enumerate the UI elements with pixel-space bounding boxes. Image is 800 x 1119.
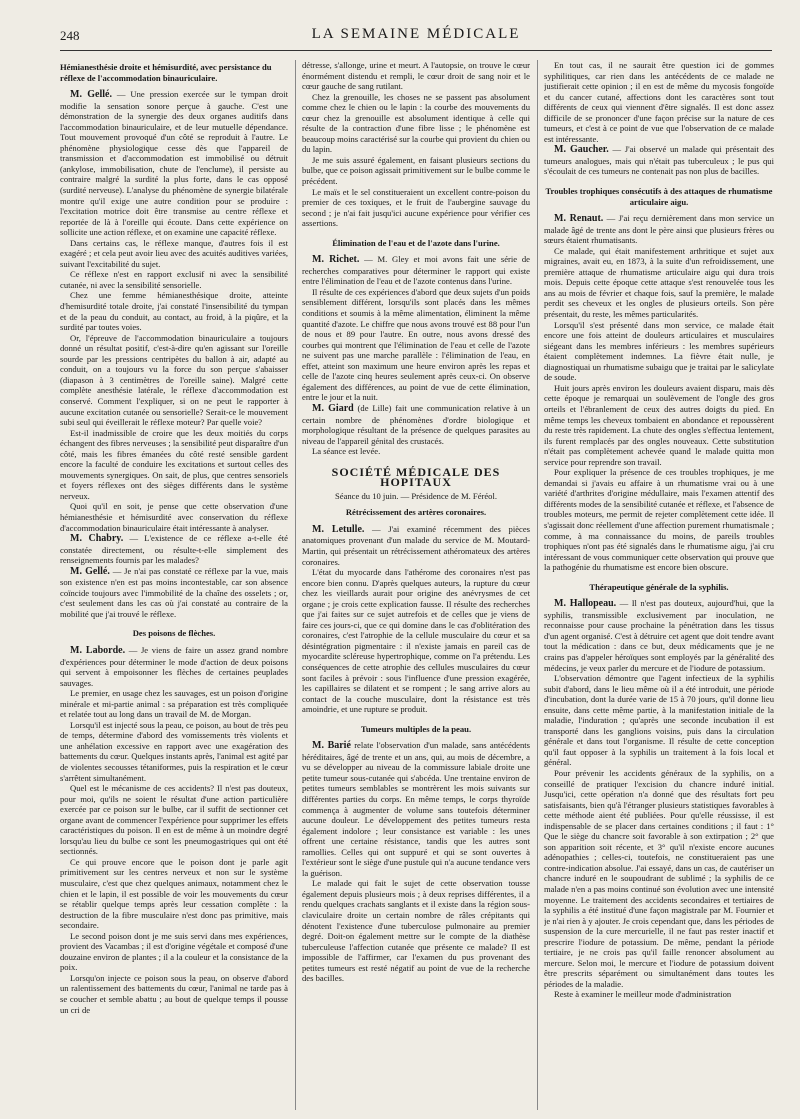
section-heading: Troubles trophiques consécutifs à des attaques de rhumatisme articulaire aigu. (545, 186, 773, 207)
speaker-name: M. Barié (312, 740, 351, 752)
paragraph: Ce qui prouve encore que le poison dont je parle agit primitivement sur les centres nerveux et non sur le système musculaire, c'est que chez quelques animaux, notamment chez le chien et le lapin, il est possible de voir les mouvements du cœur se rétablir quelque temps après leur cessation complète : la destruction de la fibre musculaire n'est donc pas primitive, mais secondaire. (60, 856, 288, 931)
paragraph (60, 645, 288, 688)
speaker-name: M. Hallopeau. (554, 598, 617, 610)
column-3 (544, 60, 774, 1110)
speaker-name: M. Gellé. (70, 565, 110, 577)
paragraph: Quel est le mécanisme de ces accidents? Il n'est pas douteux, pour moi, qu'ils ne soient le résultat d'une action particulière exercée par ce poison sur le bulbe, car il suffit de sectionner cet organe avant de commencer l'expérience pour supprimer les effets caractéristiques du poison. Il en est de même à un moindre degré lorsqu'au lieu du bulbe ce sont les pneumogastriques qui ont été sectionnés. (60, 783, 288, 857)
paragraph: Pour prévenir les accidents généraux de la syphilis, on a conseillé de pratiquer l'excision du chancre induré initial. Jusqu'ici, cette opération n'a donné que des résultats fort peu satisfaisants, bien qu'à l'étranger plusieurs statistiques favorables à cette méthode aient été publiées. Pour qu'elle réussisse, il est indispensable de se placer dans certaines conditions ; il faut : 1° Que le siège du chancre soit favorable à son extirpation ; 2° que son apparition soit récente, et 3° qu'il n'existe encore aucunes adénopathies ; celles-ci, toutefois, ne constitueraient pas une contre-indication absolue. J'ai essayé, dans un cas, de cautériser un chancre induré en le soupoudrant de sublimé ; la syphilis de ce malade n'en a pas moins continué son évolution avec une intensité moyenne. Le traitement des accidents secondaires et tertiaires de la syphilis a été institué d'une façon magistrale par M. Fournier et je n'ai rien à y ajouter. Je crois cependant que, dans les périodes de suspension de la cure mercurielle, il ne faut pas rester inactif et prescrire l'iodure de potassium. De même, pendant la période tertiaire, je ne crois pas qu'il faille renoncer absolument au mercure. Selon moi, le mercure et l'iodure de potassium doivent être prescrits séparément ou simultanément dans toutes les périodes de la maladie. (544, 768, 774, 989)
column-2 (302, 60, 530, 1110)
speaker-name: M. Renaut. (554, 213, 604, 225)
paragraph: Je me suis assuré également, en faisant plusieurs sections du bulbe, que ce poison agissait primitivement sur le bulbe comme le précédent. (302, 154, 530, 187)
paragraph: Chez une femme hémianesthésique droite, atteinte d'hemisurdité totale droite, j'ai constaté l'insensibilité du tympan et de la peau du conduit, au contact, au froid, à la piqûre, et la surdité par toutes voies. (60, 290, 288, 333)
section-heading: Des poisons de flèches. (132, 628, 216, 639)
speaker-name: M. Chabry. (70, 533, 124, 545)
paragraph: En tout cas, il ne saurait être question ici de gommes syphilitiques, car rien dans les antécédents de ce malade ne justifierait cette opinion ; il en est de même du mycosis fongoïde et du cancer cutané, affections dont les caractères sont tout différents de ceux qui viennent d'être signalés. Il est donc assez difficile de se prononcer d'une façon précise sur la nature de ces tumeurs, et c'est à ce point de vue que l'observation de ce malade est intéressante. (544, 60, 774, 144)
page-header (60, 26, 772, 51)
paragraph: Dans certains cas, le réflexe manque, d'autres fois il est exagéré ; et cela peut avoir lieu avec des acuités auditives variées, suivant l'excitabilité du sujet. (60, 237, 288, 269)
paragraph (302, 524, 530, 567)
column-rule (295, 60, 296, 1110)
paragraph: Chez la grenouille, les choses ne se passent pas absolument comme chez le chien ou le lapin : la courbe des mouvements du cœur chez la grenouille est absolument identique à celle qui résulte de la contraction d'une fibre lisse ; le phénomène est beaucoup moins caractérisé sur la courbe qui provient du chien ou du lapin. (302, 91, 530, 155)
speaker-name: M. Letulle. (312, 523, 365, 535)
paragraph: Lorsqu'il s'est présenté dans mon service, ce malade était encore une fois atteint de douleurs articulaires et musculaires siégeant dans les membres inférieurs : les membres supérieurs étaient complètement indemnes. La fièvre était nulle, je diagnostiquai un rhumatisme subaigu que je traitai par le salicylate de soude. (544, 319, 774, 383)
paragraph: Ce réflexe n'est en rapport exclusif ni avec la sensibilité cutanée, ni avec la sensibilité sensorielle. (60, 269, 288, 290)
paragraph: Or, l'épreuve de l'accommodation binauriculaire a toujours donné un résultat positif, c'est-à-dire qu'en agissant sur l'oreille sourde par les pressions centripètes du ballon à air, adapté au conduit, on a toujours vu la force du son perçue s'abaisser (diapason à 3 centimètres de l'oreille saine). Malgré cette complète anesthésie latérale, le réflexe d'accommodation est conservé. Comment l'expliquer, si on ne peut le rapporter à aucune excitation cutanée ou sensorielle? Serait-ce le mouvement subi seul qui éveillerait le réflexe moteur? Par quelle voie? (60, 332, 288, 428)
section-heading: Tumeurs multiples de la peau. (360, 723, 472, 734)
paragraph (60, 566, 288, 620)
paragraph: Le malade qui fait le sujet de cette observation tousse également depuis plusieurs mois ; à deux reprises différentes, il a rendu quelques crachats sanglants et il existe dans la région sous-claviculaire droite un certain nombre de râles crépitants qui dénotent l'existence d'une tuberculose pulmonaire au premier degré. Doit-on également mettre sur le compte de la diathèse tuberculeuse l'affection cutanée que présente ce malade? Il est impossible de l'affirmer, car l'examen du pus provenant des petites tumeurs est resté négatif au point de vue de la recherche des bacilles. (302, 878, 530, 984)
paragraph (60, 89, 288, 238)
paragraph-text: — Il n'est pas douteux, aujourd'hui, que la syphilis, transmissible exclusivement par inoculation, ne reconnaisse pour cause prochaine la pénétration dans les tissus d'un agent organisé. C'est à détruire cet agent que doit tendre avant tout la médication : dans ce but, deux médicaments que je ne crains pas d'appeler héroïques sont employés par la généralité des médecins, je veux parler du mercure et de l'iodure de potassium. (544, 598, 774, 673)
paragraph (302, 403, 530, 446)
paragraph-text: — M. Gley et moi avons fait une série de recherches comparatives pour déterminer le rapport qui existe entre l'élimination de l'eau et de l'azote contenus dans l'urine. (302, 254, 530, 287)
paragraph-text: relate l'observation d'un malade, sans antécédents héréditaires, âgé de trente et un ans, qui, au mois de décembre, a vu se développer au niveau de la commissure labiale droite une petite tumeur sous-cutanée qui s'abcéda. Une trentaine environ de petites tumeurs semblables se montrèrent les mois suivants sur différentes parties du corps. En même temps, le corps thyroïde commença à augmenter de volume sans toutefois déterminer aucune douleur. Le développement des petites tumeurs resta également indolore ; leur consistance est variable : les unes offrent une certaine résistance, tandis que les autres sont ramollies. Celles qui ont suppuré et qui se sont ouvertes à l'extérieur sont le siège d'une pustule qui n'a aucune tendance vers la guérison. (302, 740, 530, 878)
section-heading: Rétrécissement des artères coronaires. (345, 507, 487, 518)
paragraph-text: — J'ai observé un malade qui présentait des tumeurs analogues, mais qui n'était pas tuberculeux ; le pus qui s'écoulait de ces tumeurs ne contenait pas non plus de bacilles. (544, 144, 774, 177)
paragraph: Pour expliquer la présence de ces troubles trophiques, je me demandai si j'avais eu affaire à un rhumatisme vrai ou à une variété d'arthrites d'origine médullaire, mais l'examen attentif des différents modes de la sensibilité cutanée et réflexe, et l'absence de troubles moteurs, me permit de rejeter complètement cette idée. Il s'agissait donc réellement d'une affection purement rhumatismale ; comme, à ma connaissance du moins, de pareils troubles trophiques n'ont pas été signalés dans le rhumatisme aigu, j'ai cru intéressant de vous communiquer cette observation qui prouve que la pathogénie du rhumatisme est encore bien obscure. (544, 467, 774, 573)
paragraph: Le second poison dont je me suis servi dans mes expériences, provient des Vacambas ; il est d'origine végétale et composé d'une douzaine environ de plantes ; il a la couleur et la consistance de la poix. (60, 930, 288, 973)
paragraph: Le maïs et le sel constitueraient un excellent contre-poison du premier de ces toxiques, et le fruit de l'aubergine sauvage du second ; je n'ai fait jusqu'ici aucune expérience pour vérifier ces assertions. (302, 186, 530, 229)
paragraph (302, 254, 530, 287)
paragraph: Reste à examiner le meilleur mode d'administration (554, 989, 732, 1000)
speaker-name: M. Richet. (312, 254, 360, 266)
paragraph: Huit jours après environ les douleurs avaient disparu, mais dès cette époque je remarquai un soulèvement de l'ongle des gros orteils et l'ébranlement de ceux des autres doigts du pied. En même temps les cheveux tombaient en abondance et repoussèrent du reste très rapidement. La chute des ongles s'effectua lentement, ils furent remplacés par des ongles nouveaux. Cette substitution n'était pas complètement achevée quand le malade quitta mon service pour reprendre son travail. (544, 382, 774, 467)
speaker-name: M. Laborde. (70, 644, 126, 656)
paragraph: Ce malade, qui était manifestement arthritique et sujet aux migraines, avait eu, en 1873, à la suite d'un refroidissement, une première attaque de rhumatisme articulaire aigu qui dura trois mois. Depuis cette époque cette attaque s'est renouvelée tous les ans au mois de février et chaque fois, sauf la première, le malade perdit ses cheveux et les ongles de plusieurs orteils. Son père présentait, du reste, les mêmes particularités. (544, 245, 774, 320)
speaker-name: M. Giard (312, 402, 354, 414)
paragraph-text: — J'ai examiné récemment des pièces anatomiques provenant d'un malade du service de M. Moutard-Martin, qui présentait un rétrécissement athéromateux des artères coronaires. (302, 523, 530, 567)
paragraph: L'observation démontre que l'agent infectieux de la syphilis subit d'abord, dans le lieu même où il a été introduit, une période d'incubation, dont la durée varie de 15 à 70 jours, qu'il donne lieu ensuite, dans cette même partie, à la manifestation initiale de la maladie, l'induration ; qu'après une seconde incubation il est transporté dans les ganglions voisins, puis dans la circulation générale et dans tout l'organisme. Il résulte de cette conception qu'il faut opposer à la syphilis un traitement à la fois local et général. (544, 673, 774, 768)
paragraph-text: — Je viens de faire un assez grand nombre d'expériences pour déterminer le mode d'action de deux poisons qui servent à empoisonner les flèches de certaines peuplades sauvages. (60, 644, 288, 688)
column-1 (60, 60, 288, 1110)
paragraph: Lorsqu'on injecte ce poison sous la peau, on observe d'abord un ralentissement des battements du cœur, l'animal ne tarde pas à se coucher et semble abattu ; au bout de quelque temps il pousse un cri de (60, 972, 288, 1015)
paragraph-text: — Je n'ai pas constaté ce réflexe par la vue, mais son existence n'en est pas moins incontestable, car son absence coïncide toujours avec l'immobilité de la chaîne des osselets ; or, c'est seulement dans les cas où j'ai constaté au contraire de la mobilité que j'ai trouvé le réflexe. (60, 565, 288, 619)
paragraph-text: — Une pression exercée sur le tympan droit modifie la sensation sonore perçue à gauche. C'est une démonstration de la synergie des deux organes auditifs dans l'accommodation binauriculaire, et de leur mutuelle dépendance. Tout mouvement provoqué d'un côté se reproduit à l'autre. Le phénomène physiologique cesse dès que l'appareil de transmission et d'accommodation est immobilisé ou détruit (ankylose, immobilisation, chute de l'enclume), il persiste au contraire malgré la surdité la plus forte, dans le cas opposé (surdité nerveuse). L'analyse du phénomène de synergie bilatérale montre qu'il exige une autre condition pour se produire : l'excitation motrice doit être transmise au centre réflexe et reportée de là à l'oreille qui écoute. Dans cette expérience on sollicite une action réflexe, et on examine une capacité réflexe. (60, 89, 288, 238)
paragraph: Il résulte de ces expériences d'abord que deux sujets d'un poids sensiblement différent, lorsqu'ils sont placés dans les mêmes conditions et soumis à la même alimentation, éliminent la même quantité d'azote. Le chiffre que nous avons trouvé est 88 pour l'un de nous et 89 pour l'autre. En outre, nous avons dressé des courbes qui montrent que l'élimination de l'eau et celle de l'azote ne suivent pas une marche parallèle : l'élimination de l'eau, en effet, atteint son maximum une heure environ après les repas et celle de l'azote cinq heures seulement après ceux-ci. On observe également des différences, au point de vue de cette élimination, entre le jour et la nuit. (302, 286, 530, 403)
paragraph: Quoi qu'il en soit, je pense que cette observation d'une hémianesthésie et hémisurdité avec conservation du réflexe d'accommodation binauriculaire était intéressante à analyser. (60, 501, 288, 533)
session-line: Séance du 10 juin. — Présidence de M. Féréol. (334, 490, 498, 501)
paragraph (544, 213, 774, 246)
paragraph: Lorsqu'il est injecté sous la peau, ce poison, au bout de très peu de temps, détermine d'abord des vomissements très violents et une anhélation excessive en rapport avec une exagération des battements du cœur. Quelques instants après, l'animal est agité par de violentes secousses tétaniformes, puis la respiration et le cœur s'arrêtent simultanément. (60, 719, 288, 783)
section-heading: Hémianesthésie droite et hémisurdité, avec persistance du réflexe de l'accommodation binauriculaire. (60, 62, 272, 83)
paragraph (60, 533, 288, 566)
speaker-name: M. Gaucher. (554, 144, 609, 156)
paragraph (544, 144, 774, 177)
paragraph (544, 598, 774, 673)
speaker-name: M. Gellé. (70, 89, 112, 101)
column-rule (537, 60, 538, 1110)
section-heading: Élimination de l'eau et de l'azote dans l'urine. (332, 237, 500, 248)
society-title: SOCIÉTÉ MÉDICALE DES HOPITAUX (331, 464, 501, 490)
paragraph: La séance est levée. (312, 446, 381, 457)
section-heading: Thérapeutique générale de la syphilis. (589, 581, 729, 592)
page-number: 248 (60, 28, 80, 43)
paragraph: Le premier, en usage chez les sauvages, est un poison d'origine minérale et mi-partie animal : sa préparation est très compliquée et relatée tout au long dans un travail de M. de Morgan. (60, 688, 288, 720)
paragraph-text: — J'ai reçu dernièrement dans mon service un malade âgé de trente ans dont le père ainsi que plusieurs frères ou sœurs étaient rhumatisants. (544, 213, 774, 246)
paragraph: Est-il inadmissible de croire que les deux moitiés du corps échangent des fibres nerveuses ; la sensibilité peut disparaître d'un côté, mais les fibres émanées du côté resté sensible gardent encore la faculté de conduire les excitations et surtout celles des mouvements synergiques. On sait, de plus, que centres sensoriels et foyers réflexes ont des sièges différents dans le système nerveux. (60, 427, 288, 501)
paragraph-text: (de Lille) fait une communication relative à un certain nombre de phénomènes d'ordre biologique et morphologique résultant de la présence de quelques parasites au niveau de l'appareil génital des crustacés. (302, 402, 530, 446)
paragraph (302, 740, 530, 878)
paragraph: détresse, s'allonge, urine et meurt. A l'autopsie, on trouve le cœur énormément distendu et rempli, le cœur droit de sang noir et le cœur gauche de sang rutilant. (302, 60, 530, 92)
paragraph: L'état du myocarde dans l'athérome des coronaires n'est pas encore bien connu. D'après quelques auteurs, la rupture du cœur chez les vieillards aurait pour origine des anévrysmes de cet organe ; je crois cette explication fausse. Il résulte des recherches que j'ai faites sur ce sujet autrefois et de celles que je viens de faire ces jours-ci, que ce qui domine dans le cas d'oblitération des coronaires, c'est l'atrophie de la cellule musculaire du cœur et sa désintégration pigmentaire : il n'existe jamais en pareil cas de myocardite scléreuse hypertrophique, comme on l'a prétendu. Les conséquences de cette atrophie des cellules musculaires du cœur sont faciles à prévoir : sous l'influence d'une pression exagérée, les capillaires se dilatent et se rompent ; le sang arrive alors au contact de la couche musculaire, dont la résistance est très amoindrie, et une rupture se produit. (302, 567, 530, 715)
paragraph-text: — L'existence de ce réflexe a-t-elle été constatée directement, ou résulte-t-elle simplement des renseignements fournis par les malades? (60, 533, 288, 566)
running-title: LA SEMAINE MÉDICALE (311, 26, 521, 42)
